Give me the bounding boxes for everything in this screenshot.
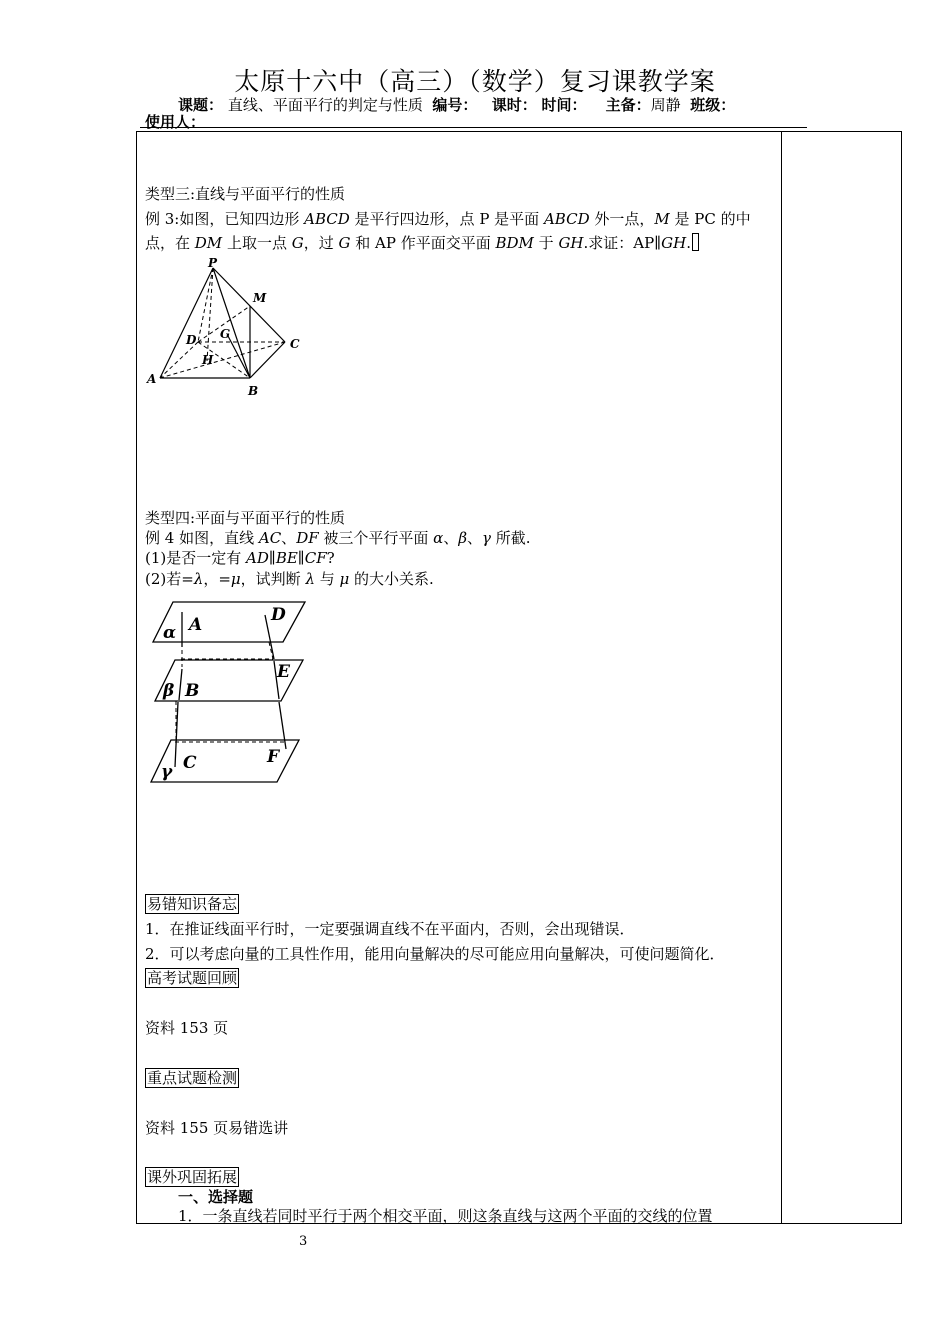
parallel-planes-figure: [145, 597, 310, 787]
class-label: 班级：: [690, 96, 736, 114]
label-b: B: [248, 384, 259, 398]
label-p: P: [208, 256, 218, 270]
choice-section-title: 一、选择题: [178, 1188, 254, 1206]
label-c4: C: [183, 753, 197, 773]
user-label: 使用人：: [145, 113, 206, 131]
topic-value: 直线、平面平行的判定与性质: [227, 96, 423, 114]
type4-heading: 类型四:平面与平面平行的性质: [145, 509, 346, 527]
check-heading: 重点试题检测: [147, 1069, 238, 1087]
number-label: 编号：: [432, 96, 478, 114]
edge-pb: [213, 268, 250, 378]
time-label: 时间：: [541, 96, 587, 114]
check-text: 资料 155 页易错选讲: [145, 1119, 289, 1137]
question-1: (1)是否一定有 AD∥BE∥CF?: [145, 549, 335, 567]
label-a: A: [147, 372, 157, 386]
label-a4: A: [189, 615, 203, 635]
notes-item-2: 2．可以考虑向量的工具性作用，能用向量解决的尽可能应用向量解决，可使问题简化．: [145, 945, 725, 963]
edge-bc: [250, 342, 285, 378]
author-label: 主备: [605, 96, 636, 114]
example3-line1: 例 3:如图，已知四边形 ABCD 是平行四边形，点 P 是平面 ABCD 外一点，M 是 PC 的中: [145, 210, 751, 228]
label-m: M: [253, 291, 267, 305]
question-2: (2)若=λ，=μ，试判断 λ 与 μ 的大小关系.: [145, 570, 434, 588]
label-alpha: α: [163, 623, 177, 643]
notes-item-1: 1．在推证线面平行时，一定要强调直线不在平面内，否则，会出现错误．: [145, 920, 635, 938]
notes-heading: 易错知识备忘: [147, 895, 238, 913]
header-rule: [140, 127, 807, 128]
line-ac-2: [179, 669, 182, 700]
label-gamma: γ: [161, 762, 173, 782]
review-text: 资料 153 页: [145, 1019, 229, 1037]
edge-ac: [160, 342, 285, 378]
label-b4: B: [185, 681, 200, 701]
type3-heading: 类型三:直线与平面平行的性质: [145, 185, 346, 203]
edge-bg: [228, 336, 250, 378]
review-heading: 高考试题回顾: [147, 969, 238, 987]
label-h: H: [202, 353, 214, 367]
label-c: C: [290, 337, 300, 351]
extend-question-1: 1．一条直线若同时平行于两个相交平面，则这条直线与这两个平面的交线的位置: [178, 1207, 713, 1225]
topic-label: 课题: [178, 96, 209, 114]
label-beta: β: [163, 681, 175, 701]
example3-line2: 点，在 DM 上取一点 G，过 G 和 AP 作平面交平面 BDM 于 GH.求证：AP∥GH.: [145, 233, 699, 253]
label-d: D: [186, 333, 197, 347]
label-f4: F: [267, 747, 280, 767]
edge-da: [160, 342, 198, 378]
column-divider: [781, 131, 782, 1224]
label-d4: D: [271, 605, 286, 625]
label-g: G: [220, 327, 231, 341]
text-cursor-box: [692, 233, 699, 251]
extend-heading: 课外巩固拓展: [147, 1168, 238, 1186]
label-e4: E: [277, 662, 290, 682]
period-label: 课时：: [491, 96, 537, 114]
page-title: 太原十六中（高三）（数学）复习课教学案: [234, 67, 716, 96]
lesson-info-line: 课题： 直线、平面平行的判定与性质 编号： 课时： 时间： 主备：周静 班级：: [178, 96, 736, 114]
pyramid-figure: [140, 256, 320, 398]
page-number: 3: [299, 1234, 308, 1249]
example4-line: 例 4 如图，直线 AC、DF 被三个平行平面 α、β、γ 所截.: [145, 529, 531, 547]
author-value: 周静: [650, 96, 681, 114]
